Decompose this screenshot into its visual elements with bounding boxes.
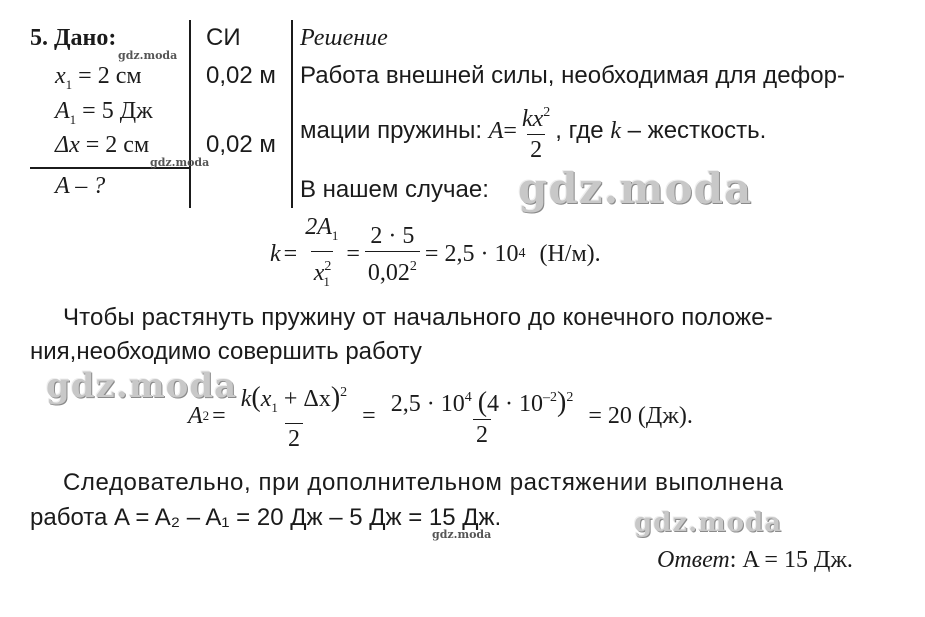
para2-line-2: ния,необходимо совершить работу: [30, 338, 422, 365]
si-heading: СИ: [206, 24, 241, 51]
given-find: A – ?: [55, 173, 106, 199]
given-row-a1: $A_1 = 5$ Дж: [55, 98, 153, 127]
si-value-dx: 0,02 м: [206, 131, 276, 158]
para2-line-1: Чтобы растянуть пружину от начального до конечного положе-: [63, 304, 773, 331]
solution-line-3: В нашем случае:: [300, 176, 489, 203]
para3-line-1: Следовательно, при дополнительном растяжении выполнена: [63, 469, 784, 496]
given-si-separator: [189, 20, 191, 208]
formula-k: k = $\frac{2A_1}{x^2_1}$ = $\frac{2 \cdot 5}{0,02^2}$ = 2,5 · 10 4 (Н/м).: [270, 218, 601, 290]
watermark-big-3: gdz.moda: [634, 508, 783, 538]
answer: [657, 546, 853, 574]
answer-value: : A = 15 Дж.: [729, 547, 853, 573]
formula-a2-fraction-1: $\frac{k(x_1 + \Delta x)^2}{2}$: [240, 382, 348, 452]
given-heading: 5. Дано:: [30, 25, 117, 51]
given-row-dx: Δx = 2 см: [55, 132, 150, 158]
watermark-big-2: gdz.moda: [46, 366, 238, 406]
watermark-small-3: gdz.moda: [432, 528, 492, 541]
formula-k-fraction-1: $\frac{2A_1}{x^2_1}$: [302, 213, 341, 296]
work-fraction: $\frac{kx^2}{2}$: [521, 104, 551, 163]
formula-a2-fraction-2: $\frac{2,5 \cdot 10^4 (4 \cdot 10^{-2})^2}{2}$: [390, 386, 574, 448]
formula-k-fraction-2: $\frac{2 \cdot 5}{0,02^2}$: [365, 222, 420, 287]
si-solution-separator: [291, 20, 293, 208]
solution-heading: Решение: [300, 25, 388, 51]
given-row-x1: $x_1 = 2$ см: [55, 63, 142, 92]
para3-line-2: работа A = A₂ – A₁ = 20 Дж – 5 Дж = 15 Дж.: [30, 504, 502, 531]
formula-a2: A 2 = $\frac{k(x_1 + \Delta x)^2}{2}$ = $\frac{2,5 \cdot 10^4 (4 \cdot 10^{-2})^2}{2}$ = 20 (Дж).: [188, 376, 693, 456]
solution-line-1: Работа внешней силы, необходимая для дефор-: [300, 62, 845, 89]
solution-line-2: мации пружины: A = $\frac{kx^2}{2}$ , где k – жесткость.: [300, 96, 766, 166]
answer-label: Ответ: [657, 547, 730, 573]
watermark-small-1: gdz.moda: [118, 49, 178, 62]
watermark-big-1: gdz.moda: [518, 164, 753, 213]
si-value-x1: 0,02 м: [206, 62, 276, 89]
watermark-small-2: gdz.moda: [150, 156, 210, 169]
